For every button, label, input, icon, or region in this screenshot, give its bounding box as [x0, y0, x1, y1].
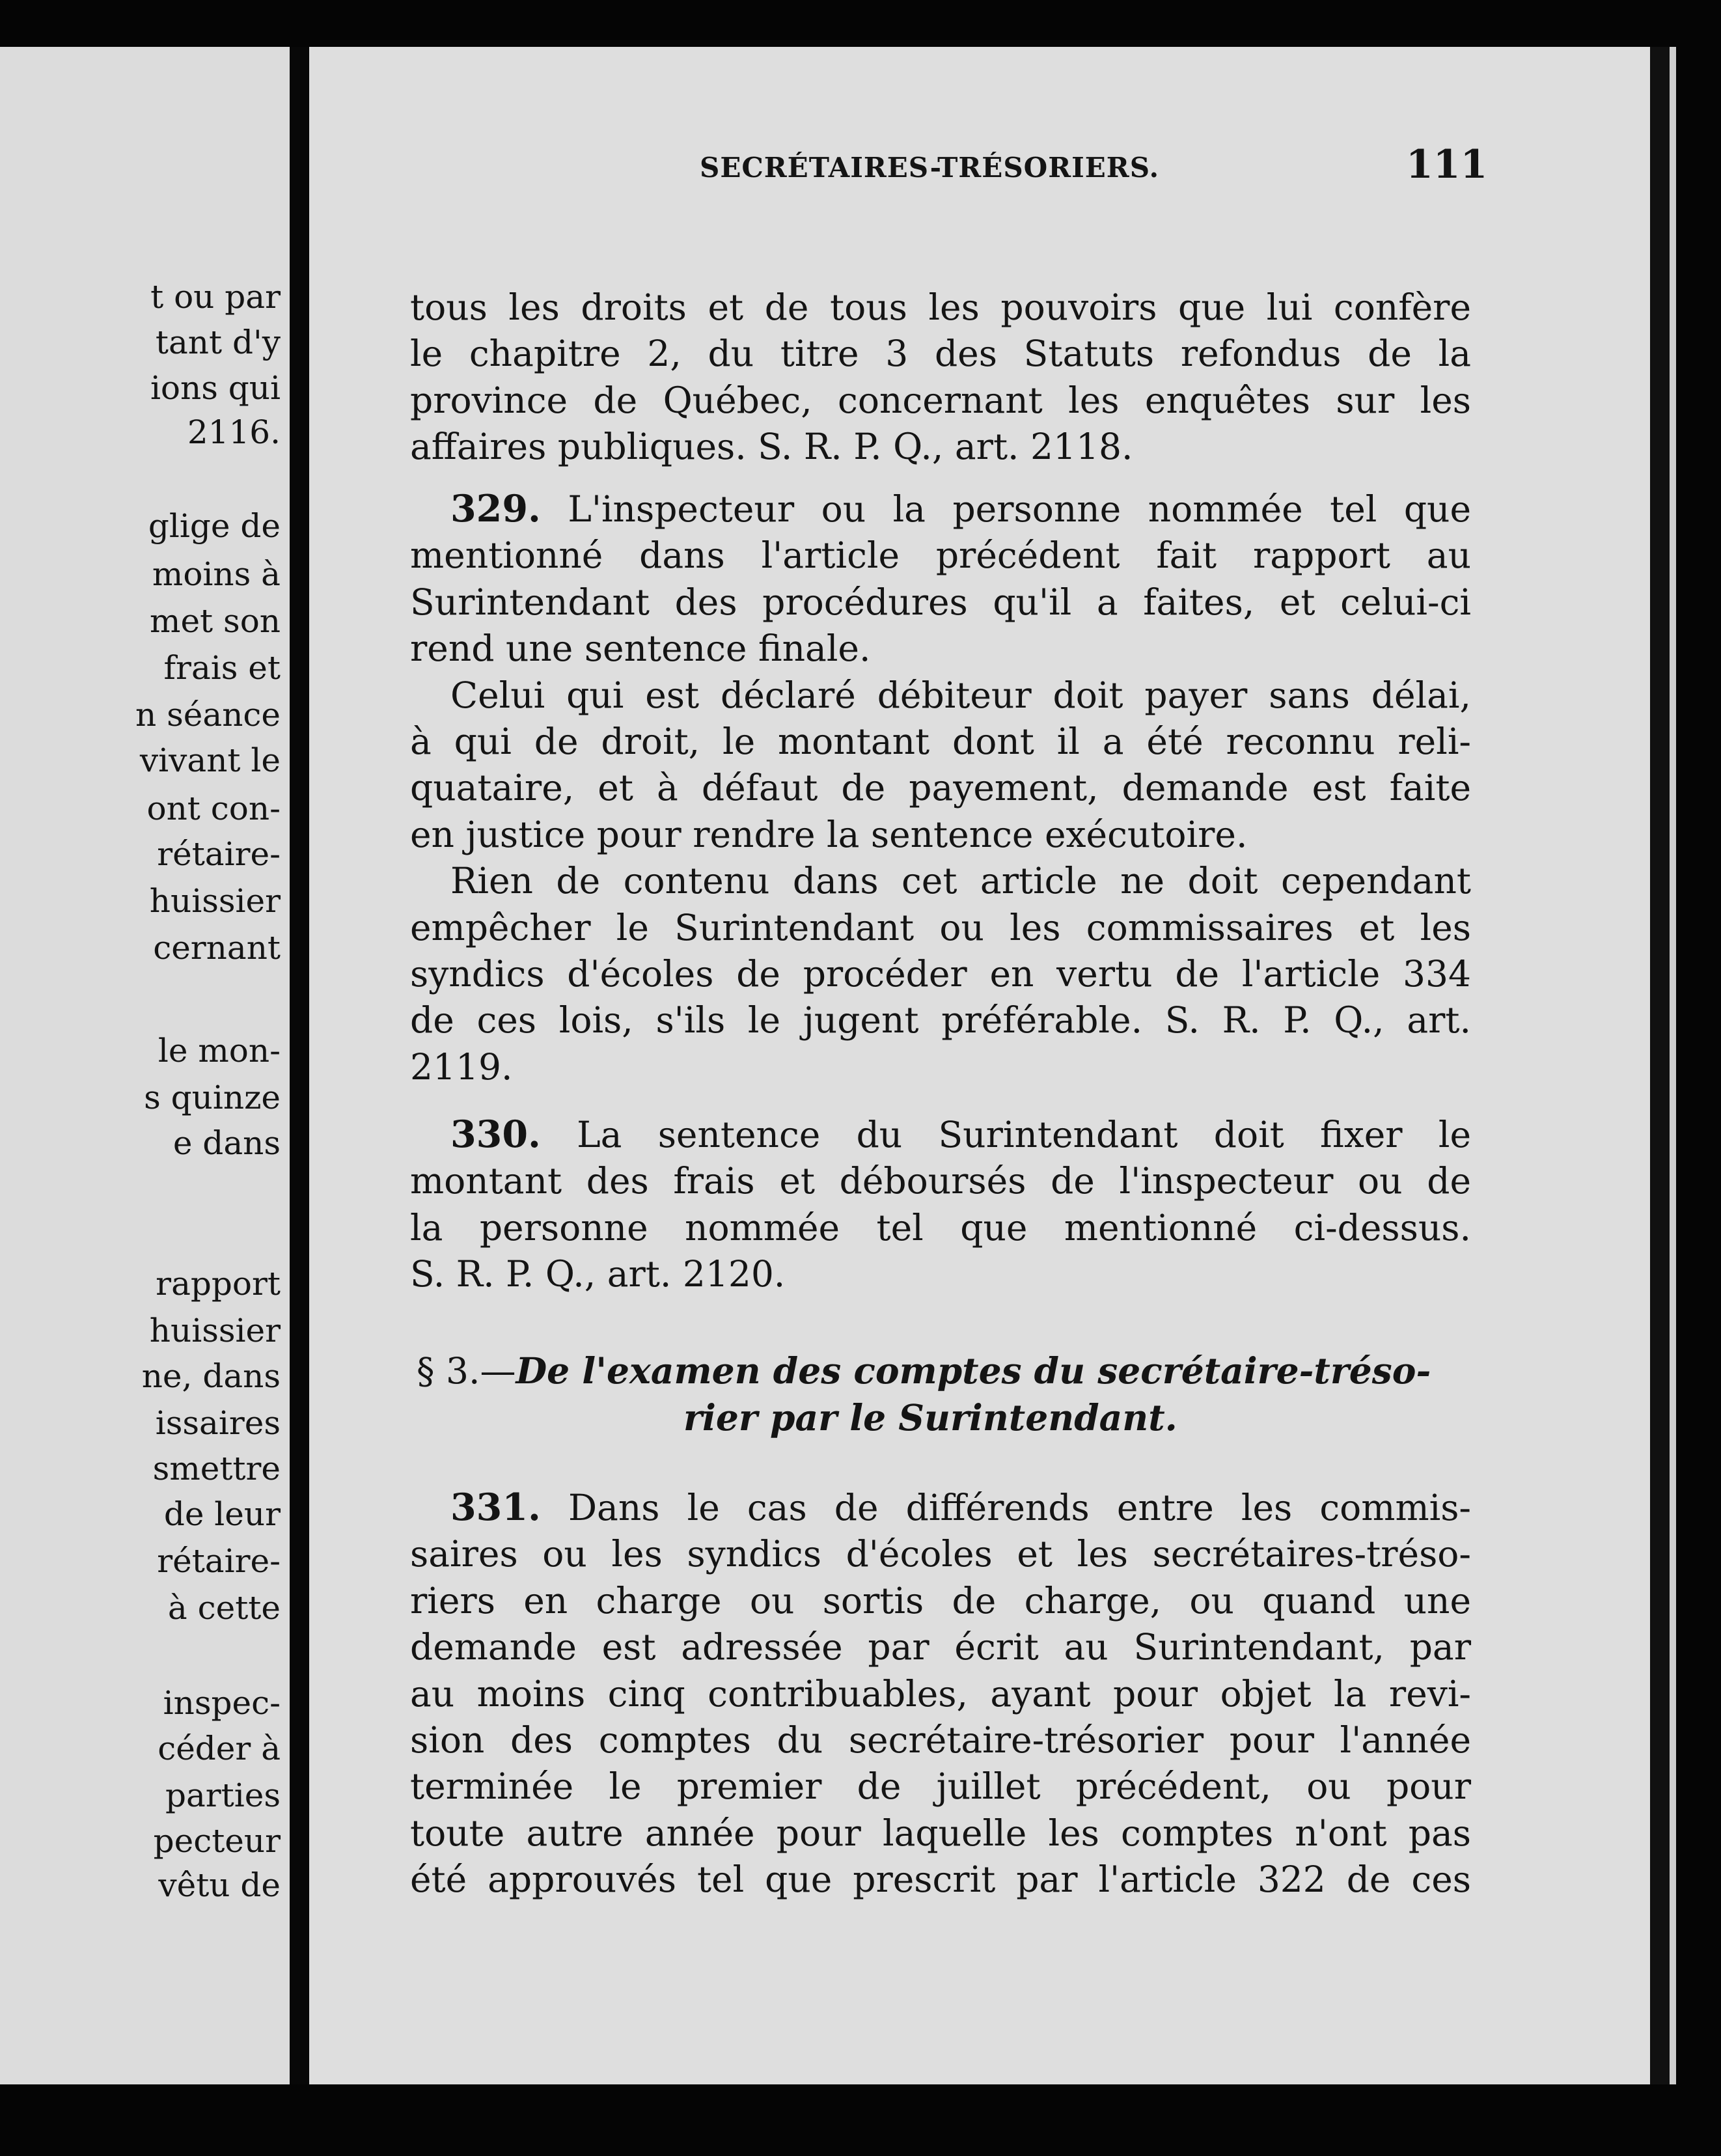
- left-line: huissier: [149, 882, 281, 920]
- left-line: à cette: [167, 1589, 281, 1627]
- body-line: terminée le premier de juillet précédent, ou pour: [410, 1765, 1471, 1808]
- body-line: province de Québec, concernant les enquêtes sur les: [410, 379, 1471, 421]
- left-line: ont con-: [146, 790, 281, 827]
- body-line-text: Dans le cas de différends entre les commis-: [568, 1487, 1472, 1528]
- left-line: ions qui: [150, 369, 281, 407]
- left-line: issaires: [155, 1404, 281, 1442]
- section-title-line2: rier par le Surintendant.: [683, 1396, 1177, 1439]
- body-line: S. R. P. Q., art. 2120.: [410, 1253, 786, 1295]
- page-number: 111: [1406, 142, 1488, 187]
- article-number: 330.: [450, 1113, 541, 1156]
- body-line-text: L'inspecteur ou la personne nommée tel que: [568, 488, 1472, 530]
- body-line: Surintendant des procédures qu'il a faites, et celui-ci: [410, 581, 1471, 623]
- body-line: sion des comptes du secrétaire-trésorier pour l'année: [410, 1719, 1471, 1762]
- body-line: mentionné dans l'article précédent fait rapport au: [410, 534, 1471, 577]
- left-line: le mon-: [158, 1032, 281, 1070]
- book-gutter: [290, 47, 309, 2084]
- body-line: au moins cinq contribuables, ayant pour objet la revi-: [410, 1672, 1471, 1715]
- body-line: toute autre année pour laquelle les comptes n'ont pas: [410, 1812, 1471, 1854]
- body-line: demande est adressée par écrit au Surintendant, par: [410, 1626, 1471, 1668]
- left-line: 2116.: [187, 413, 281, 451]
- left-page-fragment: [0, 47, 290, 2084]
- body-line: Rien de contenu dans cet article ne doit cependant: [450, 860, 1471, 902]
- body-line: été approuvés tel que prescrit par l'article 322 de ces: [410, 1859, 1471, 1901]
- body-line: saires ou les syndics d'écoles et les secrétaires-tréso-: [410, 1533, 1471, 1575]
- left-line: pecteur: [153, 1822, 281, 1860]
- left-line: rapport: [156, 1265, 281, 1303]
- article-number: 331.: [450, 1486, 541, 1529]
- left-line: tant d'y: [155, 324, 281, 361]
- section-title-line1: De l'examen des comptes du secrétaire-tréso-: [516, 1349, 1431, 1392]
- section-heading: [417, 1348, 1458, 1441]
- body-line: rend une sentence finale.: [410, 628, 871, 670]
- body-line: montant des frais et déboursés de l'inspecteur ou de: [410, 1160, 1471, 1202]
- left-line: cernant: [153, 929, 281, 967]
- left-line: vivant le: [139, 741, 281, 779]
- left-line: ne, dans: [141, 1357, 281, 1395]
- left-line: rétaire-: [157, 1542, 281, 1580]
- body-line: 2119.: [410, 1045, 513, 1088]
- left-line: rétaire-: [157, 835, 281, 873]
- body-line: de ces lois, s'ils le jugent préférable. S. R. P. Q., art.: [410, 999, 1471, 1042]
- body-line: tous les droits et de tous les pouvoirs que lui confère: [410, 286, 1471, 328]
- paragraph-continued: [410, 284, 1471, 471]
- left-line: céder à: [158, 1730, 281, 1767]
- body-line: affaires publiques. S. R. P. Q., art. 2118.: [410, 426, 1133, 468]
- article-330: [410, 1111, 1471, 1298]
- left-line: smettre: [152, 1450, 281, 1487]
- page-edge: [1650, 47, 1670, 2084]
- body-line: syndics d'écoles de procéder en vertu de l'article 334: [410, 953, 1471, 995]
- article-number: 329.: [450, 487, 541, 531]
- article-331: [410, 1484, 1471, 1903]
- left-line: de leur: [163, 1495, 281, 1533]
- running-head: SECRÉTAIRES-TRÉSORIERS.: [700, 152, 1160, 184]
- left-line: moins à: [152, 555, 281, 593]
- article-329: [410, 486, 1471, 1090]
- left-line: frais et: [163, 649, 281, 687]
- body-line: Celui qui est déclaré débiteur doit payer sans délai,: [450, 674, 1471, 716]
- left-line: vêtu de: [158, 1866, 281, 1904]
- body-line: riers en charge ou sortis de charge, ou quand une: [410, 1579, 1471, 1622]
- left-line: t ou par: [150, 278, 281, 316]
- left-line: s quinze: [144, 1079, 281, 1116]
- body-line-first: [410, 1484, 1471, 1531]
- left-line: glige de: [148, 507, 281, 545]
- left-line: met son: [150, 602, 281, 640]
- body-line: quataire, et à défaut de payement, demande est faite: [410, 767, 1471, 809]
- left-line: inspec-: [163, 1684, 281, 1722]
- left-line: e dans: [172, 1124, 281, 1162]
- page-edge-strip: [1670, 47, 1676, 2084]
- body-line: le chapitre 2, du titre 3 des Statuts refondus de la: [410, 333, 1471, 375]
- body-line: la personne nommée tel que mentionné ci-dessus.: [410, 1206, 1471, 1249]
- left-line: n séance: [135, 696, 281, 734]
- left-line: huissier: [149, 1312, 281, 1349]
- body-line: en justice pour rendre la sentence exécutoire.: [410, 813, 1248, 855]
- body-line-first: [410, 1111, 1471, 1158]
- body-line: empêcher le Surintendant ou les commissaires et les: [410, 906, 1471, 948]
- body-line: à qui de droit, le montant dont il a été reconnu reli-: [410, 721, 1471, 763]
- body-line-text: La sentence du Surintendant doit fixer le: [577, 1114, 1471, 1155]
- body-line-first: [410, 486, 1471, 532]
- section-prefix: § 3.—: [417, 1350, 516, 1392]
- left-line: parties: [165, 1776, 281, 1814]
